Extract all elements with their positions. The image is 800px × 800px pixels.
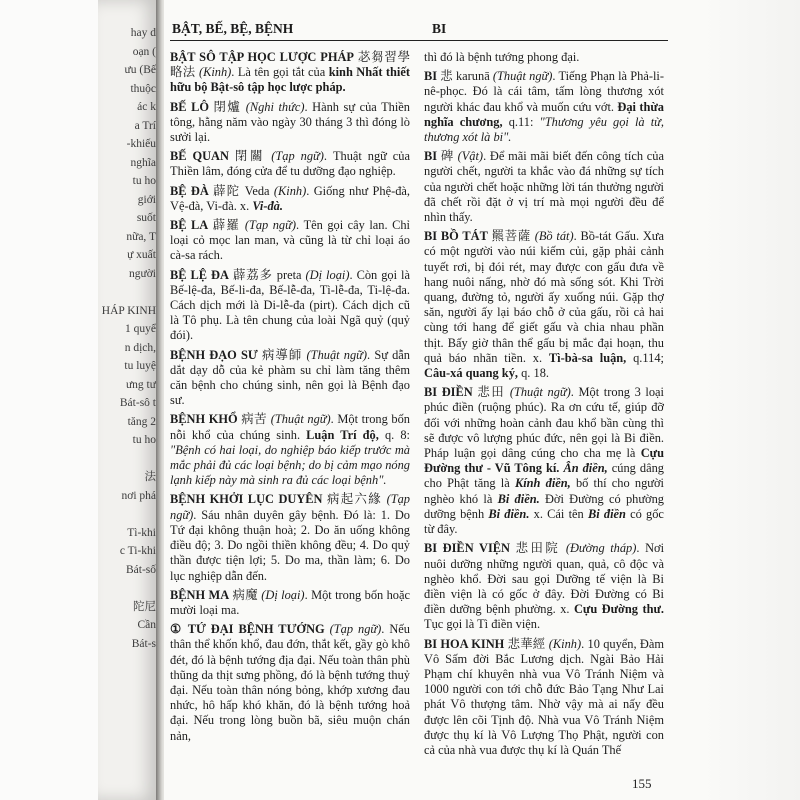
- entry-headword: BỆ ĐÀ: [170, 183, 209, 198]
- entry-text5: x.: [533, 506, 543, 521]
- entry-headword: BẾ LÔ: [170, 99, 209, 114]
- entry-text6: Cái tên: [547, 506, 584, 521]
- left-page-fragment: [100, 283, 156, 302]
- entry-bold-ref: Đại thừa nghĩa chương,: [424, 99, 664, 129]
- entry-category: (Tạp ngữ): [170, 492, 410, 522]
- entry-category: (Tạp ngữ): [329, 622, 382, 637]
- left-page-edge: [98, 0, 158, 800]
- entry-category: (Kinh): [198, 65, 232, 80]
- dictionary-entry: BI BỒ TÁT 羆菩薩 (Bồ tát). Bồ-tát Gấu. Xưa có một người vào núi kiếm củi, gặp phải cảnh tuyết rơi, bị đói rét, may được con gấu đưa về hang nuôi nấng, nhờ đó mà sống sót. Khi Trời quang, đường tỏ, người ấy xuống núi. Gặp thợ săn, người ấy lại báo chỗ ở của gấu, rồi cả hai cùng tới hang để giết gấu và chia nhau phần thịt. Bấy giờ thân thể gấu bị mắc đại hoạn, thu quả báo nhãn tiền. x. Tì-bà-sa luận, q.114; Câu-xá quang ký, q. 18.: [424, 229, 664, 381]
- entry-text: Giống như Phệ-đà, Vệ-đà, Vi-đà. x.: [170, 183, 410, 213]
- left-page-fragment: -khiếu: [126, 138, 156, 150]
- entry-chinese: 病苦: [241, 412, 268, 427]
- left-page-fragment: thuộc: [130, 82, 156, 95]
- left-page-fragment: suốt: [136, 212, 156, 224]
- dictionary-entry: BỆ LỆ ĐA 薜荔多 preta (Dị loại). Còn gọi là Bế-lệ-đa, Bế-li-đa, Bế-lễ-đa, Tì-lễ-đa, Ti-lệ-đa. Cách dịch mới là Di-lễ-đa (pirt). Cách dịch cũ là Tô phụ. Là tên chung của loài Ngã quỷ (quỷ đói).: [170, 267, 410, 343]
- entry-text: Một trong 3 loại phúc điền (ruộng phúc). Ra ơn cứu tế, giúp đỡ đối với những hoàn cảnh đau khổ bần cùng thì sẽ được vô lượng phúc đức, nên gọi là Bi điền. Pháp luận gọi dâng cúng cho cha mẹ là: [424, 385, 664, 461]
- entry-bi-ref3: Bi điền.: [497, 491, 540, 506]
- entry-text: Sự dẫn dắt dạy dỗ của kẻ phàm su chỉ làm tăng thêm căn bệnh cho chúng sinh, nên gọi là Bệnh đạo sư.: [170, 347, 410, 408]
- left-page-fragment: ưu (Bế: [124, 64, 156, 76]
- entry-text4: Đời Đường có phường dưỡng bệnh: [424, 491, 665, 521]
- header-left: BẬT, BẾ, BỆ, BỆNH: [172, 21, 294, 36]
- entry-headword: BI: [424, 69, 438, 84]
- dictionary-entry: BỆ LA 薜羅 (Tạp ngữ). Tên gọi cây lan. Chỉ loại cỏ mọc lan man, và cũng là từ chỉ loại áo cà-sa rách.: [170, 218, 410, 263]
- left-page-fragment: oạn (: [132, 45, 156, 58]
- entry-chinese: 碑: [440, 149, 454, 164]
- dictionary-entry: BỆNH ĐẠO SƯ 病導師 (Thuật ngữ). Sự dẫn dắt dạy dỗ của kẻ phàm su chỉ làm tăng thêm căn bệnh cho chúng sinh, nên gọi là Bệnh đạo sư.: [170, 347, 410, 408]
- left-page-text: [100, 24, 156, 653]
- entry-chinese: 羆菩薩: [491, 229, 531, 244]
- dictionary-entry: BỆNH KHỞI LỤC DUYÊN 病起六緣 (Tạp ngữ). Sáu nhân duyên gây bệnh. Đó là: 1. Do Tứ đại không thuận hoà; 2. Do ăn uống không điều độ; 3. Do ngồi thiền không đều; 4. Do quỷ thần được tiện lợi; 5. Do ma, thần làm; 6. Do lục nghiệp dẫn đến.: [170, 492, 410, 583]
- left-page-fragment: Cần: [137, 619, 156, 631]
- entry-chinese: 苾芻習學略法: [170, 50, 410, 80]
- left-page-fragment: [100, 450, 156, 469]
- entry-text: Bồ-tát Gấu. Xưa có một người vào núi kiếm củi, gặp phải cảnh tuyết rơi, bị đói rét, may được con gấu đưa về hang nuôi nấng, nhờ đó mà sống sót. Khi Trời quang, đường tỏ, người ấy xuống núi. Gặp thợ săn, người ấy lại báo chỗ ở của gấu, rồi cả hai cùng tới hang để giết gấu và chia nhau phần thịt. Bấy giờ thân thể gấu bị mắc đại hoạn, thu quả báo nhãn tiền. x.: [424, 229, 664, 365]
- entry-text3: bố thí cho người nghèo khó là: [424, 476, 664, 506]
- entry-text2: cúng dâng cho Phật tăng là: [424, 461, 664, 491]
- entry-category: (Đường tháp): [565, 541, 637, 556]
- entry-category: (Thuật ngữ): [509, 385, 571, 400]
- entry-chinese: 病導師: [261, 347, 303, 362]
- dictionary-entry: BẾ QUAN 閉關 (Tạp ngữ). Thuật ngữ của Thiền lâm, đóng cửa để tu dưỡng đạo nghiệp.: [170, 149, 411, 179]
- entry-category: (Thuật ngữ): [492, 69, 553, 84]
- entry-text: thì đó là bệnh tướng phong đại.: [424, 50, 580, 64]
- entry-headword: BẾ QUAN: [170, 149, 229, 164]
- entry-quote: "Bệnh có hai loại, do nghiệp báo kiếp trước mà mắc phải đủ các loại bệnh; do bị cảm mạo nóng lạnh kiếp này mà sinh ra đủ các loại bệnh".: [170, 442, 410, 488]
- dictionary-entry: BI ĐIỀN VIỆN 悲田院 (Đường tháp). Nơi nuôi dưỡng những người quan, quả, cô độc và nghèo khổ. Đời sau gọi Dưỡng tế viện là Bi điền viện là có gốc ở đây. Đời Đường có Bi điền dưỡng bệnh phường. x. Cựu Đường thư. Tục gọi là Tì điền viện.: [424, 541, 665, 632]
- entry-headword: BỆ LỆ ĐA: [170, 267, 229, 282]
- dictionary-entry: BẾ LÔ 閉爐 (Nghi thức). Hành sự của Thiền tông, hằng năm vào ngày 30 tháng 3 thì đóng lò sưởi lại.: [170, 99, 410, 145]
- left-page-fragment: 法: [144, 471, 156, 483]
- left-column: [170, 50, 410, 748]
- entry-category: (Thuật ngữ): [270, 412, 331, 427]
- entry-chinese: 悲華經: [507, 636, 546, 651]
- entry-headword: BI ĐIỀN: [424, 385, 473, 400]
- entry-text: Là tên gọi tắt của: [237, 65, 326, 80]
- entry-text2: Tục gọi là Tì điền viện.: [424, 617, 541, 632]
- left-page-fragment: tăng 2: [127, 415, 156, 428]
- entry-bi-ref4: Bi điền.: [488, 506, 530, 521]
- entry-category: (Vật): [457, 149, 484, 164]
- entry-bold-ref: Cựu Đường thư - Vũ Tông kí.: [424, 446, 664, 476]
- left-page-fragment: [100, 579, 156, 598]
- left-page-fragment: 1 quyể: [125, 323, 156, 335]
- dictionary-entry: BỆ ĐÀ 薜陀 Veda (Kinh). Giống như Phệ-đà, Vệ-đà, Vi-đà. x. Vi-đà.: [170, 183, 410, 213]
- left-page-fragment: nơi phá: [121, 489, 156, 502]
- entry-category: (Nghi thức): [245, 99, 305, 114]
- left-page-fragment: a Trí: [134, 119, 156, 132]
- entry-chinese: 薜荔多 preta: [232, 267, 302, 282]
- left-page-fragment: Bát-sô t: [119, 397, 156, 409]
- left-page-fragment: hay d: [130, 27, 156, 39]
- left-page-fragment: 陀尼: [133, 600, 156, 613]
- entry-category: (Tạp ngữ): [271, 149, 324, 164]
- entry-headword: BẬT SÔ TẬP HỌC LƯỢC PHÁP: [170, 50, 354, 64]
- left-page-fragment: người: [128, 267, 156, 280]
- left-page-fragment: tu ho: [132, 434, 156, 446]
- entry-text: Để mãi mãi biết đến công tích của người chết, người ta khắc vào đá những sự tích của người chết hoặc những lời tán thưởng người đã chết rồi đặt ở vị trí mà mọi người đều để nhìn thấy.: [424, 149, 664, 225]
- entry-text: Sáu nhân duyên gây bệnh. Đó là: 1. Do Tứ đại không thuận hoà; 2. Do ăn uống không điều độ; 3. Do ngồi thiền không đều; 4. Do quỷ thần được tiện lợi; 5. Do ma, thần làm; 6. Do lục nghiệp dẫn đến.: [170, 507, 410, 583]
- left-page-fragment: [100, 505, 156, 524]
- entry-category: (Kinh): [548, 636, 582, 651]
- left-page-fragment: Bát-s: [131, 637, 156, 650]
- entry-headword: BỆ LA: [170, 218, 209, 233]
- entry-chinese: 薜羅: [212, 218, 241, 233]
- left-page-fragment: nữa, T: [126, 230, 156, 243]
- entry-chinese: 悲田: [477, 385, 506, 400]
- entry-headword: ① TỨ ĐẠI BỆNH TƯỚNG: [170, 622, 325, 637]
- entry-category: (Thuật ngữ): [306, 347, 368, 362]
- entry-text7: có gốc từ đây.: [424, 506, 664, 537]
- entry-text2: q.114;: [633, 350, 664, 365]
- dictionary-entry: BI 碑 (Vật). Để mãi mãi biết đến công tích của người chết, người ta khắc vào đá những sự tích của người chết hoặc những lời tán thưởng người đã chết rồi đặt ở vị trí mà mọi người đều để nhìn thấy.: [424, 149, 664, 225]
- entry-headword: BI ĐIỀN VIỆN: [424, 541, 510, 556]
- dictionary-entry: BẬT SÔ TẬP HỌC LƯỢC PHÁP 苾芻習學略法 (Kinh). Là tên gọi tắt của kinh Nhất thiết hữu bộ Bật-sô tập học lược pháp.: [170, 50, 410, 95]
- left-page-fragment: ự xuất: [127, 249, 156, 261]
- entry-headword: BI: [424, 149, 438, 164]
- right-column: [424, 50, 664, 762]
- left-page-fragment: giới: [137, 193, 156, 206]
- entry-bold-ref: Cựu Đường thư.: [573, 602, 664, 617]
- entry-category: (Tạp ngữ): [244, 218, 296, 233]
- running-header: [170, 18, 668, 41]
- left-page-fragment: tu ho: [132, 175, 156, 187]
- entry-text2: q. 8:: [384, 427, 410, 442]
- entry-text: Nơi nuôi dưỡng những người quan, quả, cô độc và nghèo khổ. Đời sau gọi Dưỡng tế viện là Bi điền viện là có gốc ở đây. Đời Đường có Bi điền dưỡng bệnh phường. x.: [424, 541, 665, 617]
- entry-text: Một trong bốn hoặc mười loại ma.: [170, 587, 410, 617]
- left-page-fragment: n dịch,: [124, 341, 156, 354]
- entry-text: Còn gọi là Bế-lệ-đa, Bế-li-đa, Bế-lễ-đa, Tì-lễ-đa, Ti-lệ-đa. Cách dịch mới là Di-lễ-đa (pirt). Cách dịch cũ là Tô phụ. Là tên chung của loài Ngã quỷ (quỷ đói).: [170, 267, 410, 343]
- dictionary-entry: BỆNH MA 病魔 (Dị loại). Một trong bốn hoặc mười loại ma.: [170, 587, 410, 617]
- entry-text3: q. 18.: [521, 366, 549, 381]
- left-page-fragment: ác k: [137, 101, 156, 113]
- entry-bi-ref5: Bi điền: [587, 506, 626, 521]
- entry-category: (Kinh): [273, 183, 307, 198]
- entry-chinese: 閉關: [234, 149, 266, 164]
- dictionary-entry: BI HOA KINH 悲華經 (Kinh). 10 quyển, Đàm Vô Sấm đời Bắc Lương dịch. Ngài Bảo Hải Phạm chí khuyên nhà vua Vô Tránh Niệm và 1000 người con tới chỗ đức Bảo Tạng Như Lai phát Vô thượng tâm. Nhờ vậy mà ai nấy đều được lên cõi Tịnh độ. Nhà vua Vô Tránh Niệm được thụ kí là Vô Lượng Thọ Phật, người con cả của nhà vua được thụ kí là Quán Thế: [424, 636, 664, 757]
- left-page-fragment: nghĩa: [130, 156, 156, 169]
- dictionary-entry: BI ĐIỀN 悲田 (Thuật ngữ). Một trong 3 loại phúc điền (ruộng phúc). Ra ơn cứu tế, giúp đỡ đối với những hoàn cảnh đau khổ bần cùng thì sẽ được vô lượng phúc đức, nên gọi là Bi điền. Pháp luận gọi dâng cúng cho cha mẹ là Cựu Đường thư - Vũ Tông kí. Ân điền, cúng dâng cho Phật tăng là Kính điền, bố thí cho người nghèo khó là Bi điền. Đời Đường có phường dưỡng bệnh Bi điền. x. Cái tên Bi điền có gốc từ đây.: [424, 385, 665, 537]
- entry-bold-ref2: Câu-xá quang ký,: [424, 366, 518, 381]
- entry-bi-ref: Vi-đà.: [252, 198, 283, 213]
- entry-headword: BỆNH ĐẠO SƯ: [170, 347, 258, 362]
- entry-bold-ref: kinh Nhất thiết hữu bộ Bật-sô tập học lược pháp.: [170, 65, 410, 95]
- entry-chinese: 閉爐: [213, 99, 242, 114]
- entry-text: Một trong bốn nỗi khổ của chúng sinh.: [170, 412, 410, 442]
- entry-text: 10 quyển, Đàm Vô Sấm đời Bắc Lương dịch. Ngài Bảo Hải Phạm chí khuyên nhà vua Vô Tránh Niệm và 1000 người con tới chỗ đức Bảo Tạng Như Lai phát Vô thượng tâm. Nhờ vậy mà ai nấy đều được lên cõi Tịnh độ. Nhà vua Vô Tránh Niệm được thụ kí là Vô Lượng Thọ Phật, người con cả của nhà vua được thụ kí là Quán Thế: [424, 636, 664, 757]
- entry-quote: "Thương yêu gọi là từ, thương xót là bi".: [424, 114, 664, 145]
- left-page-fragment: c Ti-khi: [119, 545, 156, 557]
- entry-headword: BỆNH KHỞI LỤC DUYÊN: [170, 492, 323, 507]
- entry-text: Hành sự của Thiền tông, hằng năm vào ngày 30 tháng 3 thì đóng lò sưởi lại.: [170, 99, 410, 145]
- entry-text2: q.11:: [508, 114, 534, 129]
- header-right: BI: [432, 21, 447, 36]
- left-page-fragment: ưng tư: [125, 378, 156, 391]
- dictionary-entry: BỆNH KHỔ 病苦 (Thuật ngữ). Một trong bốn nỗi khổ của chúng sinh. Luận Trí độ, q. 8: "Bệnh có hai loại, do nghiệp báo kiếp trước mà mắc phải đủ các loại bệnh; do bị cảm mạo nóng lạnh kiếp này mà sinh ra đủ các loại bệnh".: [170, 412, 410, 488]
- entry-text: Tiếng Phạn là Phả-li-nê-phọc. Đó là cái tâm, tấm lòng thương xót người khác đau khổ và muốn cứu vớt.: [424, 69, 664, 114]
- entry-text: Tên gọi cây lan. Chỉ loại cỏ mọc lan man, và cũng là từ chỉ loại áo cà-sa rách.: [170, 218, 410, 263]
- entry-chinese: 病魔: [232, 587, 258, 602]
- page-shade: [700, 0, 800, 800]
- dictionary-entry: ① TỨ ĐẠI BỆNH TƯỚNG (Tạp ngữ). Nếu thân thể khốn khổ, đau đớn, thắt kết, gầy gò khô đét, đó là bệnh tướng địa đại. Nếu toàn thân phù thũng da thịt sưng phồng, đó là bệnh tướng thuỷ đại. Nếu toàn thân nóng bỏng, khớp xương đau nhức, hô hấp khó khăn, đó là bệnh tướng hoả đại. Nếu trong lòng buồn bã, siêu muộn chán nản,: [170, 622, 410, 743]
- entry-bi-ref: Ân điền,: [563, 461, 608, 476]
- entry-bold-ref: Luận Trí độ,: [306, 427, 379, 442]
- left-page-fragment: tu luyệ: [124, 360, 156, 372]
- entry-chinese: 悲田院: [515, 541, 561, 556]
- left-page-fragment: Bát-số: [125, 563, 156, 576]
- entry-headword: BI BỒ TÁT: [424, 229, 488, 244]
- entry-headword: BI HOA KINH: [424, 636, 505, 651]
- entry-headword: BỆNH MA: [170, 587, 230, 602]
- left-page-fragment: Tì-khi: [127, 526, 156, 539]
- entry-text: Thuật ngữ của Thiền lâm, đóng cửa để tu dưỡng đạo nghiệp.: [170, 149, 411, 179]
- entry-chinese: 薜陀 Veda: [213, 183, 270, 198]
- dictionary-entry: [424, 50, 664, 65]
- entry-chinese: 病起六緣: [327, 492, 383, 507]
- page-number: 155: [632, 776, 652, 791]
- entry-chinese: 悲 karunā: [440, 69, 490, 84]
- entry-category: (Dị loại): [261, 587, 305, 602]
- entry-category: (Dị loại): [305, 267, 350, 282]
- entry-category: (Bồ tát): [534, 229, 574, 244]
- entry-headword: BỆNH KHỔ: [170, 412, 238, 427]
- entry-bold-ref: Tì-bà-sa luận,: [548, 350, 627, 365]
- dictionary-entry: BI 悲 karunā (Thuật ngữ). Tiếng Phạn là Phả-li-nê-phọc. Đó là cái tâm, tấm lòng thương xót người khác đau khổ và muốn cứu vớt. Đại thừa nghĩa chương, q.11: "Thương yêu gọi là từ, thương xót là bi".: [424, 69, 664, 145]
- entry-text: Nếu thân thể khốn khổ, đau đớn, thắt kết, gầy gò khô đét, đó là bệnh tướng địa đại. Nếu toàn thân phù thũng da thịt sưng phồng, đó là bệnh tướng thuỷ đại. Nếu toàn thân nóng bỏng, khớp xương đau nhức, hô hấp khó khăn, đó là bệnh tướng hoả đại. Nếu trong lòng buồn bã, siêu muộn chán nản,: [170, 622, 410, 743]
- left-page-fragment: HÁP KINH: [101, 304, 156, 317]
- entry-bi-ref2: Kính điền,: [514, 476, 571, 491]
